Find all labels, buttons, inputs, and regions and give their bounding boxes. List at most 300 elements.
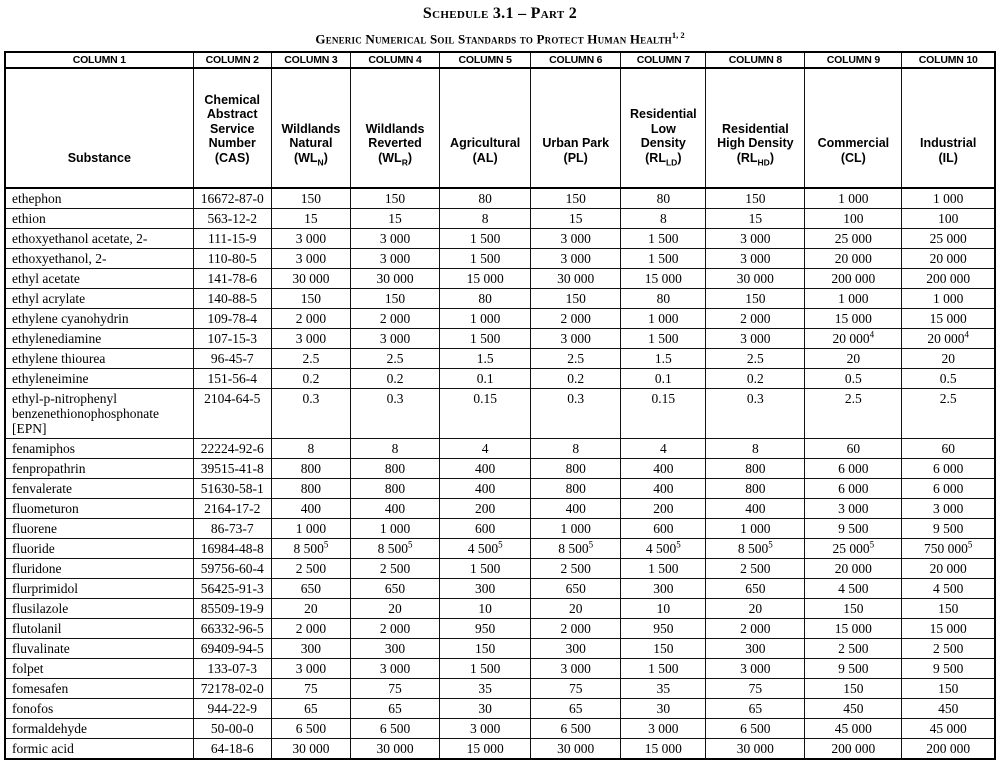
standard-value-cell: 1 500	[440, 329, 531, 349]
table-row	[5, 439, 995, 459]
table-row	[5, 309, 995, 329]
standard-value-cell: 30 000	[531, 269, 621, 289]
standard-value-cell: 4	[440, 439, 531, 459]
standard-value-cell: 3 000	[531, 229, 621, 249]
sub-header-cell-2: Chemical Abstract Service Number (CAS)	[193, 68, 271, 188]
standard-value-cell: 2 500	[706, 559, 805, 579]
table-row	[5, 639, 995, 659]
standard-value-cell: 4 $500^5$	[440, 539, 531, 559]
standard-value-cell: 800	[351, 479, 440, 499]
standard-value-cell: 2 000	[271, 619, 350, 639]
column-header-cell-1: COLUMN 1	[5, 52, 193, 68]
standard-value-cell: 2 000	[271, 309, 350, 329]
standard-value-cell: 1.5	[621, 349, 706, 369]
cas-number-cell: 109-78-4	[193, 309, 271, 329]
standard-value-cell: 25 000	[805, 229, 902, 249]
standard-value-cell: 1 500	[621, 559, 706, 579]
standard-value-cell: 750 $000^5$	[902, 539, 995, 559]
standard-value-cell: 200	[621, 499, 706, 519]
cas-number-cell: 2104-64-5	[193, 389, 271, 439]
standard-value-cell: 4 $500^5$	[621, 539, 706, 559]
standard-value-cell: 950	[440, 619, 531, 639]
standard-value-cell: 45 000	[902, 719, 995, 739]
standard-value-cell: 150	[805, 679, 902, 699]
cas-number-cell: 133-07-3	[193, 659, 271, 679]
substance-cell: formaldehyde	[5, 719, 193, 739]
standard-value-cell: 0.3	[531, 389, 621, 439]
cas-number-cell: 59756-60-4	[193, 559, 271, 579]
table-header	[5, 52, 995, 188]
cas-number-cell: 2164-17-2	[193, 499, 271, 519]
standard-value-cell: 8	[531, 439, 621, 459]
substance-cell: ethylene thiourea	[5, 349, 193, 369]
standard-value-cell: 200 000	[805, 269, 902, 289]
table-row	[5, 619, 995, 639]
standard-value-cell: 15	[706, 209, 805, 229]
column-title-row	[5, 68, 995, 188]
cas-number-cell: 51630-58-1	[193, 479, 271, 499]
standard-value-cell: 15 000	[621, 739, 706, 760]
standard-value-cell: 80	[440, 188, 531, 209]
cas-number-cell: 72178-02-0	[193, 679, 271, 699]
standard-value-cell: 1 000	[621, 309, 706, 329]
substance-cell: ethephon	[5, 188, 193, 209]
substance-cell: ethoxyethanol acetate, 2-	[5, 229, 193, 249]
standard-value-cell: 65	[351, 699, 440, 719]
substance-cell: fluorene	[5, 519, 193, 539]
standard-value-cell: 6 000	[902, 459, 995, 479]
standard-value-cell: 0.1	[440, 369, 531, 389]
standard-value-cell: 1 500	[621, 249, 706, 269]
standard-value-cell: 1.5	[440, 349, 531, 369]
standard-value-cell: 3 000	[531, 329, 621, 349]
standard-value-cell: 3 000	[351, 229, 440, 249]
cas-number-cell: 110-80-5	[193, 249, 271, 269]
standard-value-cell: 1 000	[531, 519, 621, 539]
standard-value-cell: 4 500	[805, 579, 902, 599]
substance-cell: fenamiphos	[5, 439, 193, 459]
table-row	[5, 269, 995, 289]
standard-value-cell: 65	[531, 699, 621, 719]
standard-value-cell: 20 000	[805, 559, 902, 579]
standard-value-cell: 650	[531, 579, 621, 599]
standard-value-cell: 25 000	[902, 229, 995, 249]
standard-value-cell: 6 500	[706, 719, 805, 739]
standard-value-cell: 8 $500^5$	[531, 539, 621, 559]
cas-number-cell: 944-22-9	[193, 699, 271, 719]
standard-value-cell: 300	[706, 639, 805, 659]
standard-value-cell: 3 000	[706, 659, 805, 679]
table-row	[5, 739, 995, 760]
standard-value-cell: 8 $500^5$	[351, 539, 440, 559]
standard-value-cell: 8	[440, 209, 531, 229]
substance-cell: flutolanil	[5, 619, 193, 639]
standard-value-cell: 15	[271, 209, 350, 229]
standard-value-cell: 0.5	[902, 369, 995, 389]
standard-value-cell: 10	[621, 599, 706, 619]
standard-value-cell: 1 000	[271, 519, 350, 539]
table-row	[5, 329, 995, 349]
standard-value-cell: 75	[706, 679, 805, 699]
standard-value-cell: 3 000	[271, 329, 350, 349]
standard-value-cell: 1 500	[621, 229, 706, 249]
subtitle-footnote-marker: 1, 2	[671, 30, 685, 40]
standard-value-cell: 15 000	[902, 619, 995, 639]
standard-value-cell: 20 000	[902, 249, 995, 269]
soil-standards-table	[4, 51, 996, 760]
cas-number-cell: 96-45-7	[193, 349, 271, 369]
standard-value-cell: 3 000	[706, 229, 805, 249]
column-header-cell-4: COLUMN 4	[351, 52, 440, 68]
standard-value-cell: 150	[621, 639, 706, 659]
substance-cell: fluridone	[5, 559, 193, 579]
sub-header-cell-6: Urban Park (PL)	[531, 68, 621, 188]
standard-value-cell: 8	[351, 439, 440, 459]
standard-value-cell: 80	[621, 289, 706, 309]
standard-value-cell: 100	[902, 209, 995, 229]
sub-header-cell-7: Residential Low Density $(RL_{LD})$	[621, 68, 706, 188]
table-row	[5, 249, 995, 269]
substance-cell: ethyleneimine	[5, 369, 193, 389]
column-header-cell-2: COLUMN 2	[193, 52, 271, 68]
column-header-cell-5: COLUMN 5	[440, 52, 531, 68]
standard-value-cell: 10	[440, 599, 531, 619]
standard-value-cell: 800	[531, 459, 621, 479]
standard-value-cell: 400	[440, 479, 531, 499]
standard-value-cell: 2 500	[351, 559, 440, 579]
standard-value-cell: 1 000	[440, 309, 531, 329]
table-row	[5, 459, 995, 479]
substance-cell: folpet	[5, 659, 193, 679]
standard-value-cell: 0.2	[271, 369, 350, 389]
substance-cell: ethylene cyanohydrin	[5, 309, 193, 329]
standard-value-cell: 6 000	[805, 479, 902, 499]
cas-number-cell: 141-78-6	[193, 269, 271, 289]
standard-value-cell: 6 500	[531, 719, 621, 739]
standard-value-cell: 150	[902, 599, 995, 619]
table-row	[5, 719, 995, 739]
table-row	[5, 389, 995, 439]
substance-cell: fluometuron	[5, 499, 193, 519]
standard-value-cell: 400	[351, 499, 440, 519]
standard-value-cell: 20	[271, 599, 350, 619]
standard-value-cell: 2 500	[805, 639, 902, 659]
standard-value-cell: 20	[531, 599, 621, 619]
standard-value-cell: 150	[706, 188, 805, 209]
standard-value-cell: 400	[531, 499, 621, 519]
standard-value-cell: 1 500	[440, 659, 531, 679]
table-row	[5, 209, 995, 229]
cas-number-cell: 22224-92-6	[193, 439, 271, 459]
substance-cell: ethyl acrylate	[5, 289, 193, 309]
standard-value-cell: 1 000	[706, 519, 805, 539]
sub-header-cell-1: Substance	[5, 68, 193, 188]
substance-cell: fonofos	[5, 699, 193, 719]
standard-value-cell: 800	[706, 479, 805, 499]
standard-value-cell: 300	[531, 639, 621, 659]
table-row	[5, 289, 995, 309]
substance-cell: fluvalinate	[5, 639, 193, 659]
standard-value-cell: 15 000	[805, 619, 902, 639]
standard-value-cell: 1 000	[902, 188, 995, 209]
standard-value-cell: 3 000	[621, 719, 706, 739]
standard-value-cell: 6 500	[351, 719, 440, 739]
standard-value-cell: 0.15	[621, 389, 706, 439]
standard-value-cell: 3 000	[805, 499, 902, 519]
standard-value-cell: 2 000	[706, 619, 805, 639]
standard-value-cell: 400	[440, 459, 531, 479]
standard-value-cell: 30 000	[271, 269, 350, 289]
standard-value-cell: 800	[351, 459, 440, 479]
table-row	[5, 349, 995, 369]
standard-value-cell: 2 500	[531, 559, 621, 579]
standard-value-cell: 30	[621, 699, 706, 719]
standard-value-cell: 3 000	[531, 659, 621, 679]
standard-value-cell: 2 000	[706, 309, 805, 329]
standard-value-cell: 1 000	[902, 289, 995, 309]
standard-value-cell: 3 000	[706, 249, 805, 269]
cas-number-cell: 85509-19-9	[193, 599, 271, 619]
standard-value-cell: 150	[805, 599, 902, 619]
cas-number-cell: 16672-87-0	[193, 188, 271, 209]
standard-value-cell: 2.5	[351, 349, 440, 369]
standard-value-cell: 200 000	[902, 739, 995, 760]
standard-value-cell: 20	[805, 349, 902, 369]
standard-value-cell: 35	[440, 679, 531, 699]
cas-number-cell: 50-00-0	[193, 719, 271, 739]
sub-header-cell-10: Industrial (IL)	[902, 68, 995, 188]
standard-value-cell: 4	[621, 439, 706, 459]
standard-value-cell: 20	[902, 349, 995, 369]
standard-value-cell: 1 000	[805, 188, 902, 209]
cas-number-cell: 111-15-9	[193, 229, 271, 249]
standard-value-cell: 15 000	[621, 269, 706, 289]
table-row	[5, 188, 995, 209]
standard-value-cell: 25 $000^5$	[805, 539, 902, 559]
standard-value-cell: 15 000	[440, 739, 531, 760]
cas-number-cell: 86-73-7	[193, 519, 271, 539]
standard-value-cell: 200	[440, 499, 531, 519]
standard-value-cell: 6 000	[805, 459, 902, 479]
standard-value-cell: 800	[271, 479, 350, 499]
standard-value-cell: 150	[351, 188, 440, 209]
standard-value-cell: 75	[351, 679, 440, 699]
standard-value-cell: 800	[531, 479, 621, 499]
table-row	[5, 659, 995, 679]
cas-number-cell: 151-56-4	[193, 369, 271, 389]
column-header-cell-8: COLUMN 8	[706, 52, 805, 68]
standard-value-cell: 3 000	[271, 229, 350, 249]
sub-header-cell-9: Commercial (CL)	[805, 68, 902, 188]
standard-value-cell: 80	[621, 188, 706, 209]
substance-cell: formic acid	[5, 739, 193, 760]
standard-value-cell: 650	[271, 579, 350, 599]
standard-value-cell: 100	[805, 209, 902, 229]
standard-value-cell: 3 000	[531, 249, 621, 269]
page-subtitle	[4, 30, 996, 47]
standard-value-cell: 2 000	[531, 619, 621, 639]
cas-number-cell: 69409-94-5	[193, 639, 271, 659]
standard-value-cell: 8	[271, 439, 350, 459]
standard-value-cell: 450	[805, 699, 902, 719]
sub-header-cell-5: Agricultural (AL)	[440, 68, 531, 188]
column-header-cell-7: COLUMN 7	[621, 52, 706, 68]
standard-value-cell: 30 000	[706, 269, 805, 289]
standard-value-cell: 20	[706, 599, 805, 619]
standard-value-cell: 150	[271, 289, 350, 309]
standard-value-cell: 1 500	[440, 559, 531, 579]
standard-value-cell: 0.3	[706, 389, 805, 439]
table-row	[5, 229, 995, 249]
standard-value-cell: 9 500	[902, 659, 995, 679]
standard-value-cell: 2 000	[351, 309, 440, 329]
standard-value-cell: 300	[621, 579, 706, 599]
standard-value-cell: 15	[351, 209, 440, 229]
standard-value-cell: 1 500	[440, 229, 531, 249]
standard-value-cell: 65	[706, 699, 805, 719]
standard-value-cell: 30 000	[706, 739, 805, 760]
cas-number-cell: 16984-48-8	[193, 539, 271, 559]
standard-value-cell: 0.3	[271, 389, 350, 439]
standard-value-cell: 30 000	[351, 739, 440, 760]
standard-value-cell: 600	[621, 519, 706, 539]
standard-value-cell: 3 000	[440, 719, 531, 739]
standard-value-cell: 400	[271, 499, 350, 519]
standard-value-cell: 1 000	[805, 289, 902, 309]
standard-value-cell: 3 000	[351, 249, 440, 269]
standard-value-cell: 8 $500^5$	[706, 539, 805, 559]
table-row	[5, 539, 995, 559]
standard-value-cell: 20	[351, 599, 440, 619]
column-header-cell-10: COLUMN 10	[902, 52, 995, 68]
standard-value-cell: 30 000	[531, 739, 621, 760]
substance-cell: fenpropathrin	[5, 459, 193, 479]
standard-value-cell: 150	[351, 289, 440, 309]
standard-value-cell: 400	[621, 459, 706, 479]
standard-value-cell: 8	[706, 439, 805, 459]
standard-value-cell: 65	[271, 699, 350, 719]
table-row	[5, 699, 995, 719]
standard-value-cell: 8 $500^5$	[271, 539, 350, 559]
table-row	[5, 519, 995, 539]
page-title: Schedule 3.1 – Part 2	[422, 5, 578, 22]
standard-value-cell: 2.5	[706, 349, 805, 369]
standard-value-cell: 2.5	[902, 389, 995, 439]
standard-value-cell: 3 000	[271, 249, 350, 269]
substance-cell: fluoride	[5, 539, 193, 559]
cas-number-cell: 140-88-5	[193, 289, 271, 309]
standard-value-cell: 150	[531, 188, 621, 209]
column-header-cell-3: COLUMN 3	[271, 52, 350, 68]
standard-value-cell: 3 000	[351, 659, 440, 679]
standard-value-cell: 150	[706, 289, 805, 309]
document-page	[0, 5, 1000, 760]
standard-value-cell: 800	[271, 459, 350, 479]
standard-value-cell: 30 000	[351, 269, 440, 289]
standard-value-cell: 30 000	[271, 739, 350, 760]
standard-value-cell: 0.5	[805, 369, 902, 389]
standard-value-cell: 150	[440, 639, 531, 659]
standard-value-cell: 2.5	[531, 349, 621, 369]
standard-value-cell: 2 000	[351, 619, 440, 639]
table-row	[5, 559, 995, 579]
substance-cell: ethyl acetate	[5, 269, 193, 289]
standard-value-cell: 150	[902, 679, 995, 699]
table-row	[5, 579, 995, 599]
column-number-row	[5, 52, 995, 68]
standard-value-cell: 6 000	[902, 479, 995, 499]
standard-value-cell: 400	[706, 499, 805, 519]
standard-value-cell: 30	[440, 699, 531, 719]
standard-value-cell: 0.2	[531, 369, 621, 389]
cas-number-cell: 39515-41-8	[193, 459, 271, 479]
standard-value-cell: 2.5	[805, 389, 902, 439]
standard-value-cell: 600	[440, 519, 531, 539]
standard-value-cell: 1 000	[351, 519, 440, 539]
table-row	[5, 599, 995, 619]
standard-value-cell: 4 500	[902, 579, 995, 599]
standard-value-cell: 300	[271, 639, 350, 659]
standard-value-cell: 200 000	[805, 739, 902, 760]
standard-value-cell: 6 500	[271, 719, 350, 739]
cas-number-cell: 64-18-6	[193, 739, 271, 760]
standard-value-cell: 2 500	[271, 559, 350, 579]
standard-value-cell: 75	[531, 679, 621, 699]
standard-value-cell: 0.3	[351, 389, 440, 439]
standard-value-cell: 2.5	[271, 349, 350, 369]
table-row	[5, 679, 995, 699]
standard-value-cell: 0.2	[706, 369, 805, 389]
sub-header-cell-4: Wildlands Reverted $(WL_R)$	[351, 68, 440, 188]
substance-cell: flurprimidol	[5, 579, 193, 599]
standard-value-cell: 75	[271, 679, 350, 699]
substance-cell: flusilazole	[5, 599, 193, 619]
standard-value-cell: 15 000	[902, 309, 995, 329]
standard-value-cell: 0.15	[440, 389, 531, 439]
standard-value-cell: 3 000	[902, 499, 995, 519]
standard-value-cell: 35	[621, 679, 706, 699]
cas-number-cell: 563-12-2	[193, 209, 271, 229]
standard-value-cell: 3 000	[271, 659, 350, 679]
table-row	[5, 499, 995, 519]
standard-value-cell: 1 500	[440, 249, 531, 269]
standard-value-cell: 2 000	[531, 309, 621, 329]
column-header-cell-6: COLUMN 6	[531, 52, 621, 68]
standard-value-cell: 45 000	[805, 719, 902, 739]
standard-value-cell: 60	[902, 439, 995, 459]
page-subtitle-text: Generic Numerical Soil Standards to Protect Human Health	[315, 31, 672, 47]
standard-value-cell: 20 000	[805, 249, 902, 269]
standard-value-cell: 300	[351, 639, 440, 659]
standard-value-cell: 650	[706, 579, 805, 599]
standard-value-cell: 9 500	[902, 519, 995, 539]
standard-value-cell: 1 500	[621, 659, 706, 679]
standard-value-cell: 650	[351, 579, 440, 599]
standard-value-cell: 8	[621, 209, 706, 229]
table-body	[5, 188, 995, 759]
standard-value-cell: 15 000	[805, 309, 902, 329]
substance-cell: fenvalerate	[5, 479, 193, 499]
standard-value-cell: 200 000	[902, 269, 995, 289]
standard-value-cell: 950	[621, 619, 706, 639]
table-row	[5, 369, 995, 389]
standard-value-cell: 2 500	[902, 639, 995, 659]
cas-number-cell: 56425-91-3	[193, 579, 271, 599]
standard-value-cell: 3 000	[706, 329, 805, 349]
standard-value-cell: 400	[621, 479, 706, 499]
cas-number-cell: 107-15-3	[193, 329, 271, 349]
standard-value-cell: 1 500	[621, 329, 706, 349]
